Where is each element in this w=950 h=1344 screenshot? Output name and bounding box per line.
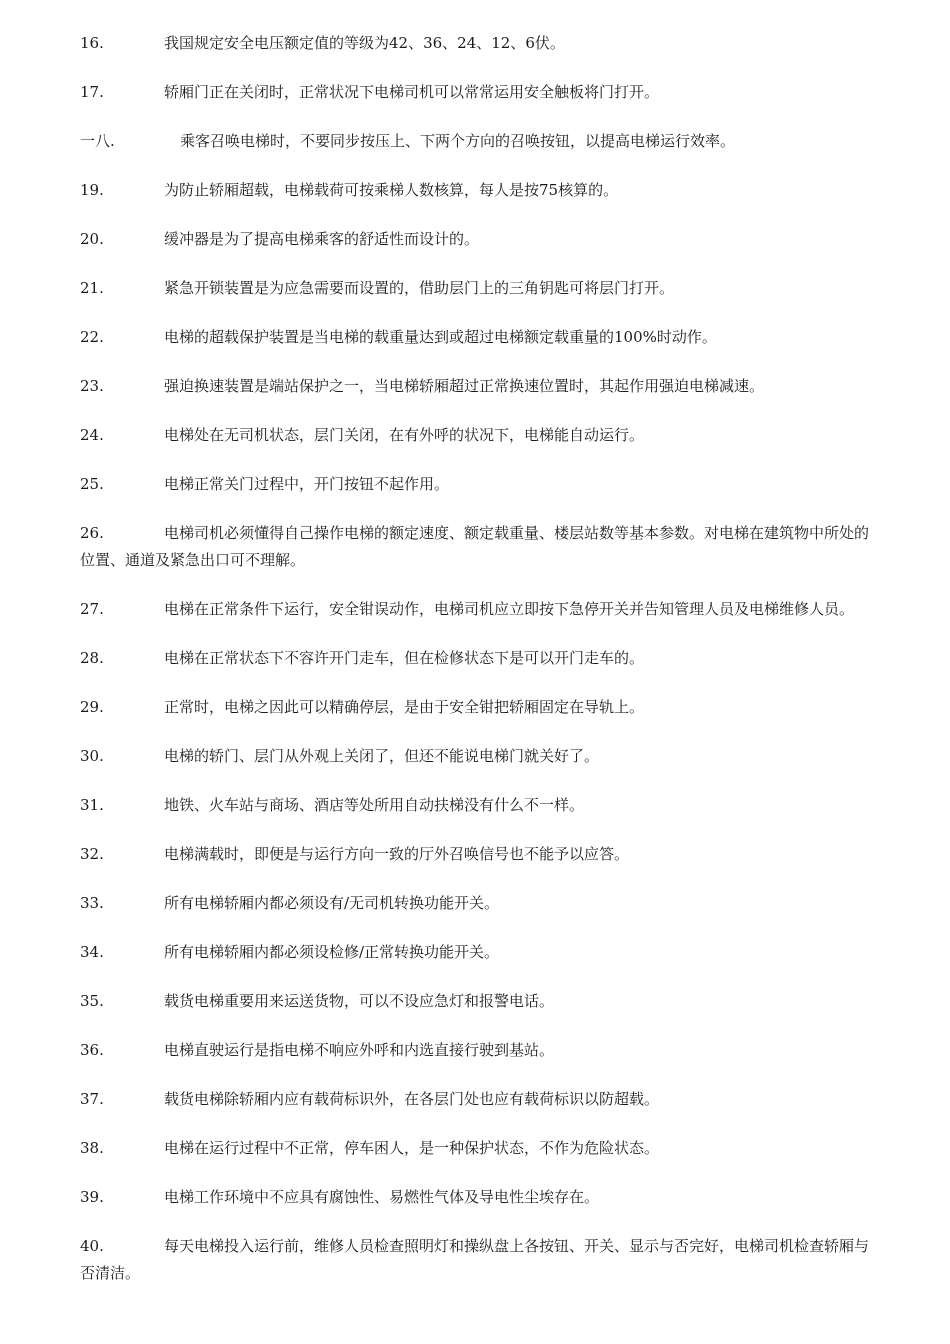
item-number: 24. — [80, 426, 104, 444]
item-text: 电梯处在无司机状态，层门关闭，在有外呼的状况下，电梯能自动运行。 — [164, 426, 645, 444]
item-text: 所有电梯轿厢内都必须设检修/正常转换功能开关。 — [164, 943, 500, 961]
list-item — [80, 471, 880, 498]
list-item — [80, 79, 880, 106]
item-text: 载货电梯重要用来运送货物，可以不设应急灯和报警电话。 — [164, 992, 555, 1010]
item-number: 27. — [80, 600, 104, 618]
item-number: 33. — [80, 894, 104, 912]
item-number: 一八. — [80, 132, 115, 150]
item-number: 19. — [80, 181, 104, 199]
item-number: 32. — [80, 845, 104, 863]
list-item — [80, 596, 880, 623]
item-number: 21. — [80, 279, 104, 297]
item-number: 28. — [80, 649, 104, 667]
list-item — [80, 373, 880, 400]
item-number: 35. — [80, 992, 104, 1010]
item-text: 电梯司机必须懂得自己操作电梯的额定速度、额定载重量、楼层站数等基本参数。对电梯在建筑物中所处的位置、通道及紧急出口可不理解。 — [80, 524, 870, 569]
item-text: 每天电梯投入运行前，维修人员检查照明灯和操纵盘上各按钮、开关、显示与否完好，电梯司机检查轿厢与否清洁。 — [80, 1237, 870, 1282]
item-text: 我国规定安全电压额定值的等级为42、36、24、12、6伏。 — [164, 34, 565, 52]
list-item — [80, 520, 880, 574]
list-item — [80, 1037, 880, 1064]
item-number: 20. — [80, 230, 104, 248]
item-text: 电梯工作环境中不应具有腐蚀性、易燃性气体及导电性尘埃存在。 — [164, 1188, 600, 1206]
item-text: 电梯在正常状态下不容许开门走车，但在检修状态下是可以开门走车的。 — [164, 649, 645, 667]
list-item — [80, 1086, 880, 1113]
item-text: 地铁、火车站与商场、酒店等处所用自动扶梯没有什么不一样。 — [164, 796, 585, 814]
item-text: 电梯满载时，即便是与运行方向一致的厅外召唤信号也不能予以应答。 — [164, 845, 630, 863]
item-number: 16. — [80, 34, 104, 52]
item-text: 强迫换速装置是端站保护之一，当电梯轿厢超过正常换速位置时，其起作用强迫电梯减速。 — [164, 377, 765, 395]
list-item — [80, 841, 880, 868]
list-item — [80, 890, 880, 917]
item-text: 轿厢门正在关闭时，正常状况下电梯司机可以常常运用安全触板将门打开。 — [164, 83, 660, 101]
item-text: 电梯在运行过程中不正常，停车困人，是一种保护状态，不作为危险状态。 — [164, 1139, 660, 1157]
document-body — [80, 30, 880, 1309]
list-item — [80, 694, 880, 721]
item-number: 29. — [80, 698, 104, 716]
item-text: 缓冲器是为了提高电梯乘客的舒适性而设计的。 — [164, 230, 480, 248]
list-item — [80, 939, 880, 966]
item-number: 25. — [80, 475, 104, 493]
item-text: 正常时，电梯之因此可以精确停层，是由于安全钳把轿厢固定在导轨上。 — [164, 698, 645, 716]
list-item — [80, 988, 880, 1015]
list-item — [80, 792, 880, 819]
item-number: 30. — [80, 747, 104, 765]
list-item — [80, 128, 880, 155]
item-number: 22. — [80, 328, 104, 346]
item-number: 38. — [80, 1139, 104, 1157]
list-item — [80, 324, 880, 351]
list-item — [80, 30, 880, 57]
list-item — [80, 1135, 880, 1162]
item-number: 36. — [80, 1041, 104, 1059]
item-text: 电梯在正常条件下运行，安全钳误动作，电梯司机应立即按下急停开关并告知管理人员及电梯维修人员。 — [164, 600, 855, 618]
item-text: 电梯正常关门过程中，开门按钮不起作用。 — [164, 475, 450, 493]
item-text: 所有电梯轿厢内都必须设有/无司机转换功能开关。 — [164, 894, 500, 912]
item-text: 紧急开锁装置是为应急需要而设置的，借助层门上的三角钥匙可将层门打开。 — [164, 279, 675, 297]
item-text: 载货电梯除轿厢内应有载荷标识外，在各层门处也应有载荷标识以防超载。 — [164, 1090, 660, 1108]
item-number: 39. — [80, 1188, 104, 1206]
item-text: 电梯直驶运行是指电梯不响应外呼和内选直接行驶到基站。 — [164, 1041, 555, 1059]
item-text: 乘客召唤电梯时，不要同步按压上、下两个方向的召唤按钮，以提高电梯运行效率。 — [180, 132, 736, 150]
item-text: 电梯的超载保护装置是当电梯的载重量达到或超过电梯额定载重量的100%时动作。 — [164, 328, 717, 346]
list-item — [80, 645, 880, 672]
item-text: 电梯的轿门、层门从外观上关闭了，但还不能说电梯门就关好了。 — [164, 747, 600, 765]
list-item — [80, 177, 880, 204]
item-number: 40. — [80, 1237, 104, 1255]
item-number: 26. — [80, 524, 104, 542]
list-item — [80, 1233, 880, 1287]
list-item — [80, 743, 880, 770]
item-number: 31. — [80, 796, 104, 814]
list-item — [80, 422, 880, 449]
list-item — [80, 226, 880, 253]
list-item — [80, 1184, 880, 1211]
item-number: 17. — [80, 83, 104, 101]
item-number: 37. — [80, 1090, 104, 1108]
item-text: 为防止轿厢超载，电梯载荷可按乘梯人数核算，每人是按75核算的。 — [164, 181, 619, 199]
list-item — [80, 275, 880, 302]
item-number: 34. — [80, 943, 104, 961]
item-number: 23. — [80, 377, 104, 395]
